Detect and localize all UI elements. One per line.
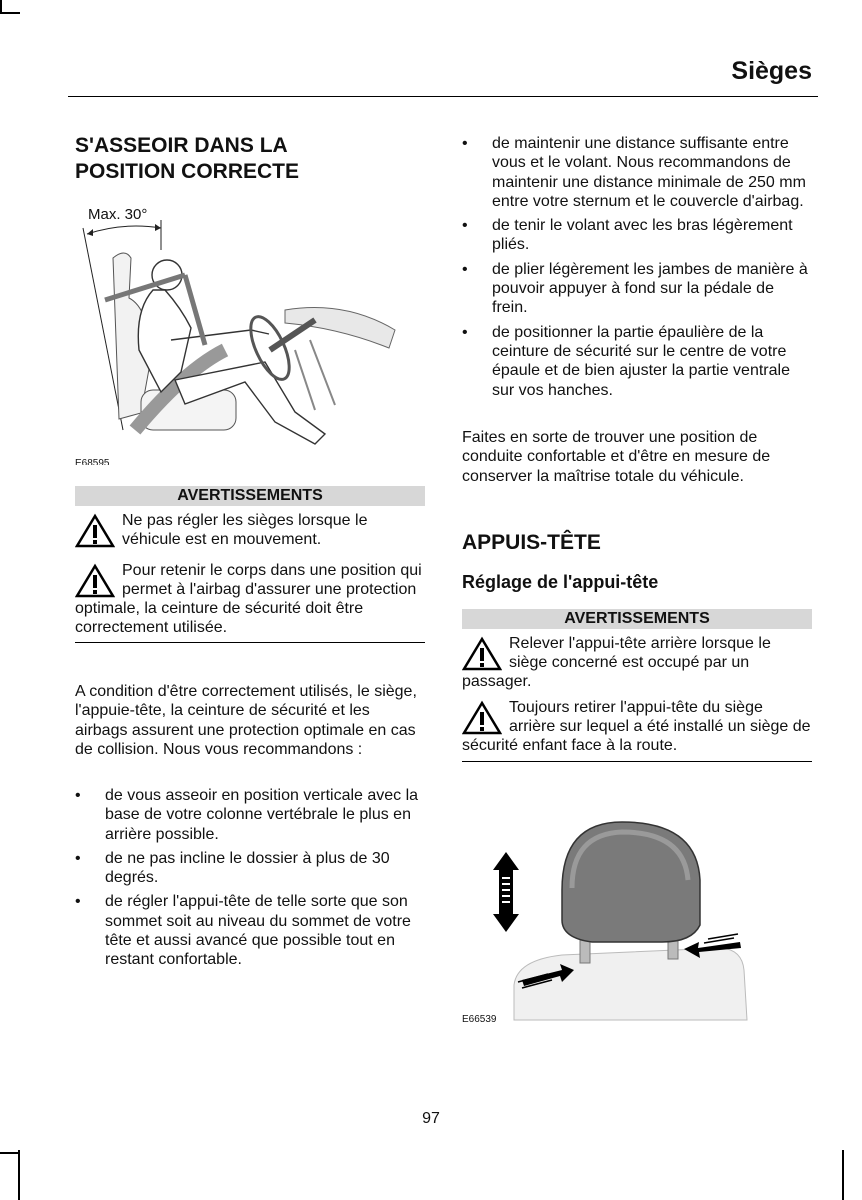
crop-mark-bottom-left-h — [0, 1152, 20, 1154]
crop-mark-top-left-h — [0, 12, 20, 14]
list-item: • de plier légèrement les jambes de manière à pouvoir appuyer à fond sur la pédale de frein. — [462, 260, 812, 318]
subheading-adjust: Réglage de l'appui-tête — [462, 572, 659, 592]
list-item: • de ne pas incline le dossier à plus de 30 degrés. — [75, 849, 425, 888]
warning-title: AVERTISSEMENTS — [462, 609, 812, 629]
intro-paragraph: A condition d'être correctement utilisés, le siège, l'appuie-tête, la ceinture de sécurité et les airbags assurent une protection optimale en cas de collision. Nous vous recommandons : — [75, 683, 417, 758]
warning-box-head-restraints — [462, 609, 812, 762]
crop-mark-bottom-left — [18, 1150, 20, 1200]
warning-title: AVERTISSEMENTS — [75, 486, 425, 506]
angle-label: Max. 30° — [88, 206, 148, 223]
list-item: • de vous asseoir en position verticale avec la base de votre colonne vertébrale le plus en arrière possible. — [75, 786, 425, 844]
list-item: • de tenir le volant avec les bras légèrement pliés. — [462, 216, 812, 255]
warning-text: Relever l'appui-tête arrière lorsque le siège concerné est occupé par un passager. — [462, 635, 771, 690]
crop-mark-bottom-right — [842, 1150, 844, 1200]
warning-bottom-rule — [462, 761, 812, 762]
warning-item — [75, 561, 425, 637]
warning-triangle-icon — [75, 513, 115, 549]
figure-code-right: E66539 — [462, 1014, 497, 1025]
head-restraint-illustration — [462, 810, 812, 1025]
warning-box-seats — [75, 486, 425, 643]
warning-text: Pour retenir le corps dans une position qui permet à l'airbag d'assurer une protection optimale, la ceinture de sécurité doit être correctement utilisée. — [75, 562, 422, 636]
warning-item — [75, 511, 425, 549]
recommendations-list-left — [75, 786, 425, 975]
figure-code-left: E68595 — [75, 458, 110, 465]
list-item: • de régler l'appui-tête de telle sorte que son sommet soit au niveau du sommet de votre tête et aussi avancé que possible tout en restant confortable. — [75, 892, 425, 969]
warning-item — [462, 698, 812, 755]
warning-item — [462, 634, 812, 691]
recommendations-list-right — [462, 134, 812, 405]
warning-triangle-icon — [462, 700, 502, 736]
warning-text: Ne pas régler les sièges lorsque le véhicule est en mouvement. — [122, 512, 368, 548]
list-item: • de positionner la partie épaulière de la ceinture de sécurité sur le centre de votre épaule et de bien ajuster la partie ventrale sur vos hanches. — [462, 323, 812, 400]
warning-triangle-icon — [75, 563, 115, 599]
section-heading-seating: S'ASSEOIR DANS LA POSITION CORRECTE — [75, 134, 300, 183]
page-number: 97 — [422, 1110, 440, 1127]
section-heading-head-restraints: APPUIS-TÊTE — [462, 531, 601, 554]
warning-triangle-icon — [462, 636, 502, 672]
warning-bottom-rule — [75, 642, 425, 643]
list-item: • de maintenir une distance suffisante entre vous et le volant. Nous recommandons de maintenir une distance minimale de 250 mm entre votre sternum et le couvercle d'airbag. — [462, 134, 812, 211]
header-rule — [68, 96, 818, 97]
seating-position-illustration — [75, 200, 425, 465]
closing-paragraph: Faites en sorte de trouver une position de conduite confortable et d'être en mesure de conserver la maîtrise totale du véhicule. — [462, 429, 771, 485]
page-title: Sièges — [731, 57, 812, 85]
warning-text: Toujours retirer l'appui-tête du siège arrière sur lequel a été installé un siège de sécurité enfant face à la route. — [462, 699, 811, 754]
